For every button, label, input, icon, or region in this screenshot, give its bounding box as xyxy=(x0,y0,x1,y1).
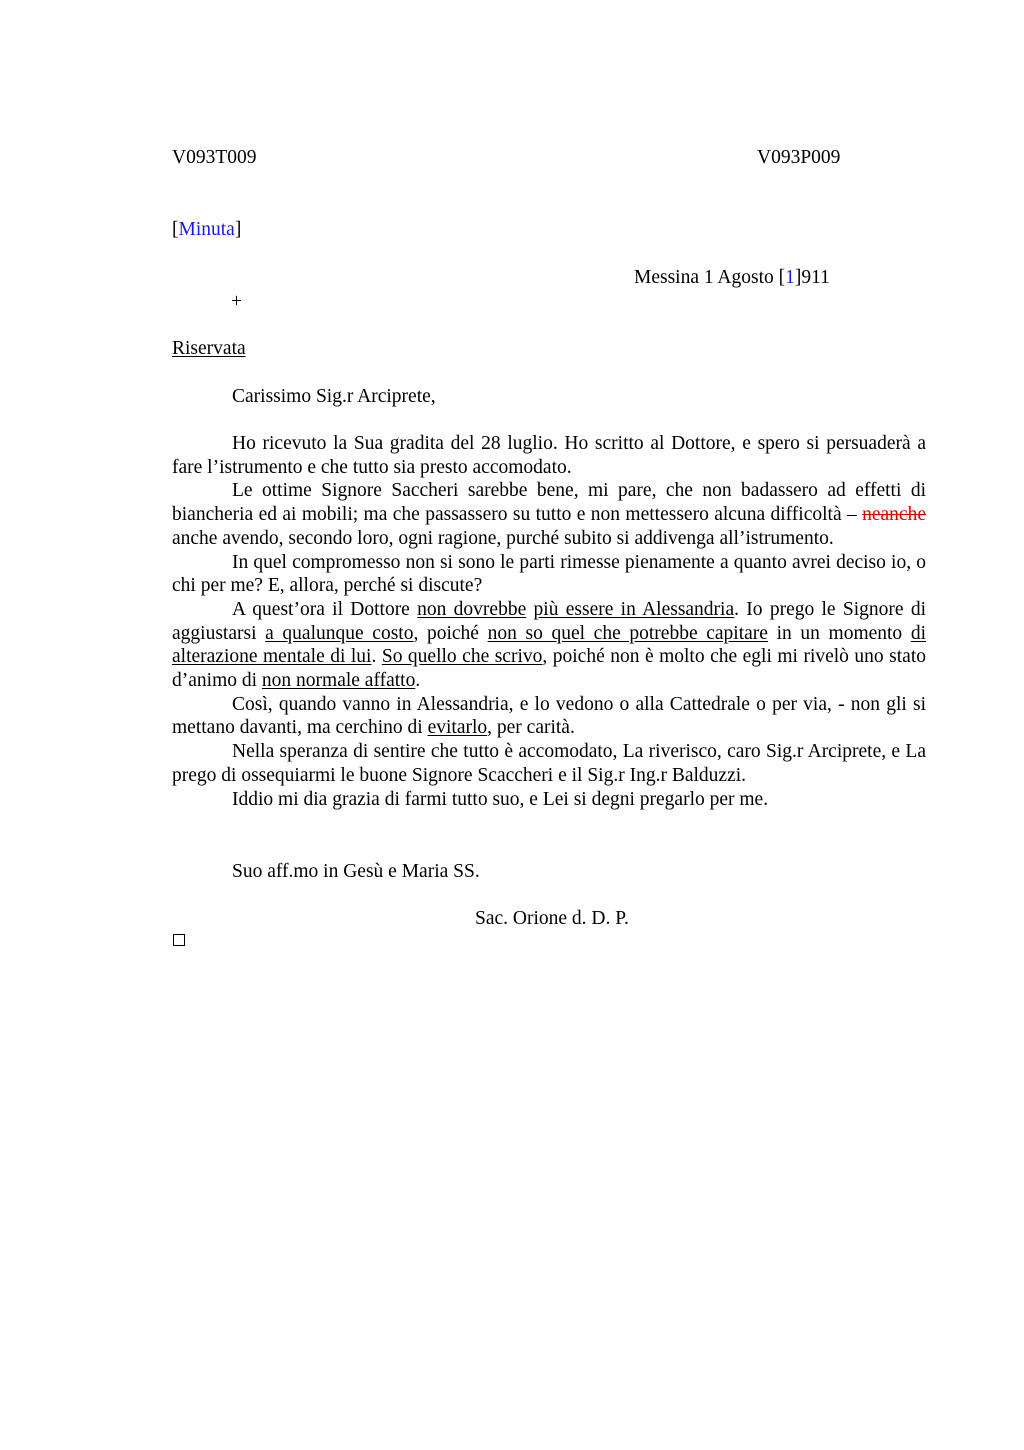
p4-underlined: non dovrebbe xyxy=(417,598,527,620)
paragraph-6: Nella speranza di sentire che tutto è accomodato, La riverisco, caro Sig.r Arciprete, e La prego di ossequiarmi le buone Signore Scaccheri e il Sig.r Ing.r Balduzzi. xyxy=(172,741,926,786)
closing: Suo aff.mo in Gesù e Maria SS. xyxy=(232,861,480,882)
signature: Sac. Orione d. D. P. xyxy=(475,908,629,929)
p4-text: , poiché xyxy=(413,622,488,644)
dateline-before: Messina 1 Agosto [ xyxy=(634,267,786,288)
paragraph-7: Iddio mi dia grazia di farmi tutto suo, e Lei si degni pregarlo per me. xyxy=(232,788,769,810)
p4-underlined: non normale affatto xyxy=(261,670,416,692)
document-code-right: V093P009 xyxy=(757,147,841,168)
dateline-after: ]911 xyxy=(794,267,830,288)
p4-text: . xyxy=(415,670,421,692)
letter-body xyxy=(172,432,926,811)
p4-underlined: più essere in Alessandria xyxy=(533,598,735,620)
paragraph-3: In quel compromesso non si sono le parti rimesse pienamente a quanto avrei deciso io, o chi per me? E, allora, perché si discute? xyxy=(172,551,926,597)
deleted-word: neanche xyxy=(862,504,926,526)
paragraph-1: Ho ricevuto la Sua gradita del 28 luglio. Ho scritto al Dottore, e spero si persuaderà a fare l’istrumento e che tutto sia presto accomodato. xyxy=(172,433,926,478)
p4-underlined: di alterazione mentale di lui xyxy=(172,622,926,668)
minuta-open-bracket: [ xyxy=(172,219,179,240)
p4-text xyxy=(526,599,533,620)
salutation: Carissimo Sig.r Arciprete, xyxy=(232,386,436,407)
p4-text: . xyxy=(371,646,382,668)
p4-text: in un momento xyxy=(767,622,911,644)
end-marker-box xyxy=(173,934,185,946)
minuta-label xyxy=(172,218,241,242)
cross-mark: + xyxy=(231,291,242,312)
minuta-close-bracket: ] xyxy=(234,219,242,240)
riservata-heading: Riservata xyxy=(172,338,246,359)
minuta-text: Minuta xyxy=(178,219,235,240)
p4-text: . Io prego le Signore di aggiustarsi xyxy=(172,598,927,644)
p4-text: , poiché non è molto che egli mi rivelò uno stato d’animo di xyxy=(172,646,926,692)
paragraph-2-part-b: anche avendo, secondo loro, ogni ragione, purché subito si addivenga all’istrumento. xyxy=(172,527,834,549)
paragraph-2 xyxy=(172,479,926,550)
p4-underlined: So quello che scrivo xyxy=(381,646,543,668)
p5-text: , per carità. xyxy=(487,717,575,739)
paragraph-5 xyxy=(172,693,926,740)
dateline-bracket-number: 1 xyxy=(785,267,795,288)
p4-underlined: non so quel che potrebbe capitare xyxy=(487,622,768,644)
paragraph-2-part-a: Le ottime Signore Saccheri sarebbe bene, mi pare, che non badassero ad effetti di biancheria ed ai mobili; ma che passassero su tutto e non mettessero alcuna difficoltà – xyxy=(172,480,926,526)
p4-underlined: a qualunque costo xyxy=(265,622,414,644)
p5-text: Così, quando vanno in Alessandria, e lo vedono o alla Cattedrale o per via, - non gli si mettano davanti, ma cerchino di xyxy=(172,693,926,739)
p4-text: A quest’ora il Dottore xyxy=(232,598,418,620)
dateline xyxy=(634,266,830,290)
paragraph-4 xyxy=(172,598,926,693)
p5-underlined: evitarlo xyxy=(427,717,488,739)
document-code-left: V093T009 xyxy=(172,147,257,168)
